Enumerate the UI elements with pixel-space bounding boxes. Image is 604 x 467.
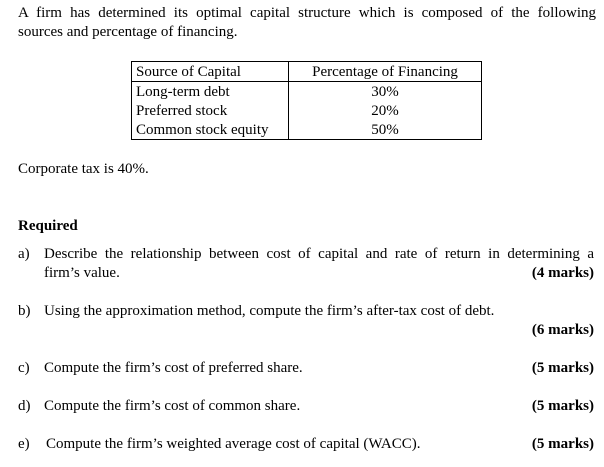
table-cell-percentage: 30% xyxy=(289,82,482,102)
question-d-marks: (5 marks) xyxy=(531,398,594,414)
table-cell-source: Common stock equity xyxy=(132,120,289,140)
capital-structure-table xyxy=(131,61,482,140)
question-a-label: a) xyxy=(18,246,30,262)
header-source-of-capital: Source of Capital xyxy=(132,62,289,82)
required-heading: Required xyxy=(18,218,78,234)
question-d-label: d) xyxy=(18,398,31,414)
table-cell-source: Preferred stock xyxy=(132,101,289,120)
tax-note: Corporate tax is 40%. xyxy=(18,161,149,177)
question-e-text: Compute the firm’s weighted average cost of capital (WACC). xyxy=(46,436,421,452)
question-c-label: c) xyxy=(18,360,30,376)
question-c-marks: (5 marks) xyxy=(531,360,594,376)
intro-line-1: A firm has determined its optimal capital structure which is composed of the following xyxy=(18,5,596,21)
question-d-text: Compute the firm’s cost of common share. xyxy=(44,398,301,414)
table-cell-percentage: 50% xyxy=(289,120,482,140)
table-cell-percentage: 20% xyxy=(289,101,482,120)
intro-paragraph xyxy=(18,4,596,42)
table-row xyxy=(132,101,482,120)
question-b-marks: (6 marks) xyxy=(531,322,594,338)
question-b-label: b) xyxy=(18,303,31,319)
question-b-text: Using the approximation method, compute the firm’s after-tax cost of debt. xyxy=(44,303,495,319)
table-row xyxy=(132,82,482,102)
intro-line-2: sources and percentage of financing. xyxy=(18,24,238,40)
question-c-text: Compute the firm’s cost of preferred share. xyxy=(44,360,303,376)
header-percentage-of-financing: Percentage of Financing xyxy=(289,62,482,82)
question-a-text-line-1: Describe the relationship between cost of capital and rate of return in determining a xyxy=(44,246,594,262)
question-a-marks: (4 marks) xyxy=(531,265,594,281)
question-e-label: e) xyxy=(18,436,30,452)
question-e-marks: (5 marks) xyxy=(531,436,594,452)
table-cell-source: Long-term debt xyxy=(132,82,289,102)
question-a-text-line-2: firm’s value. xyxy=(44,265,120,281)
table-header-row xyxy=(132,62,482,82)
table-row xyxy=(132,120,482,140)
